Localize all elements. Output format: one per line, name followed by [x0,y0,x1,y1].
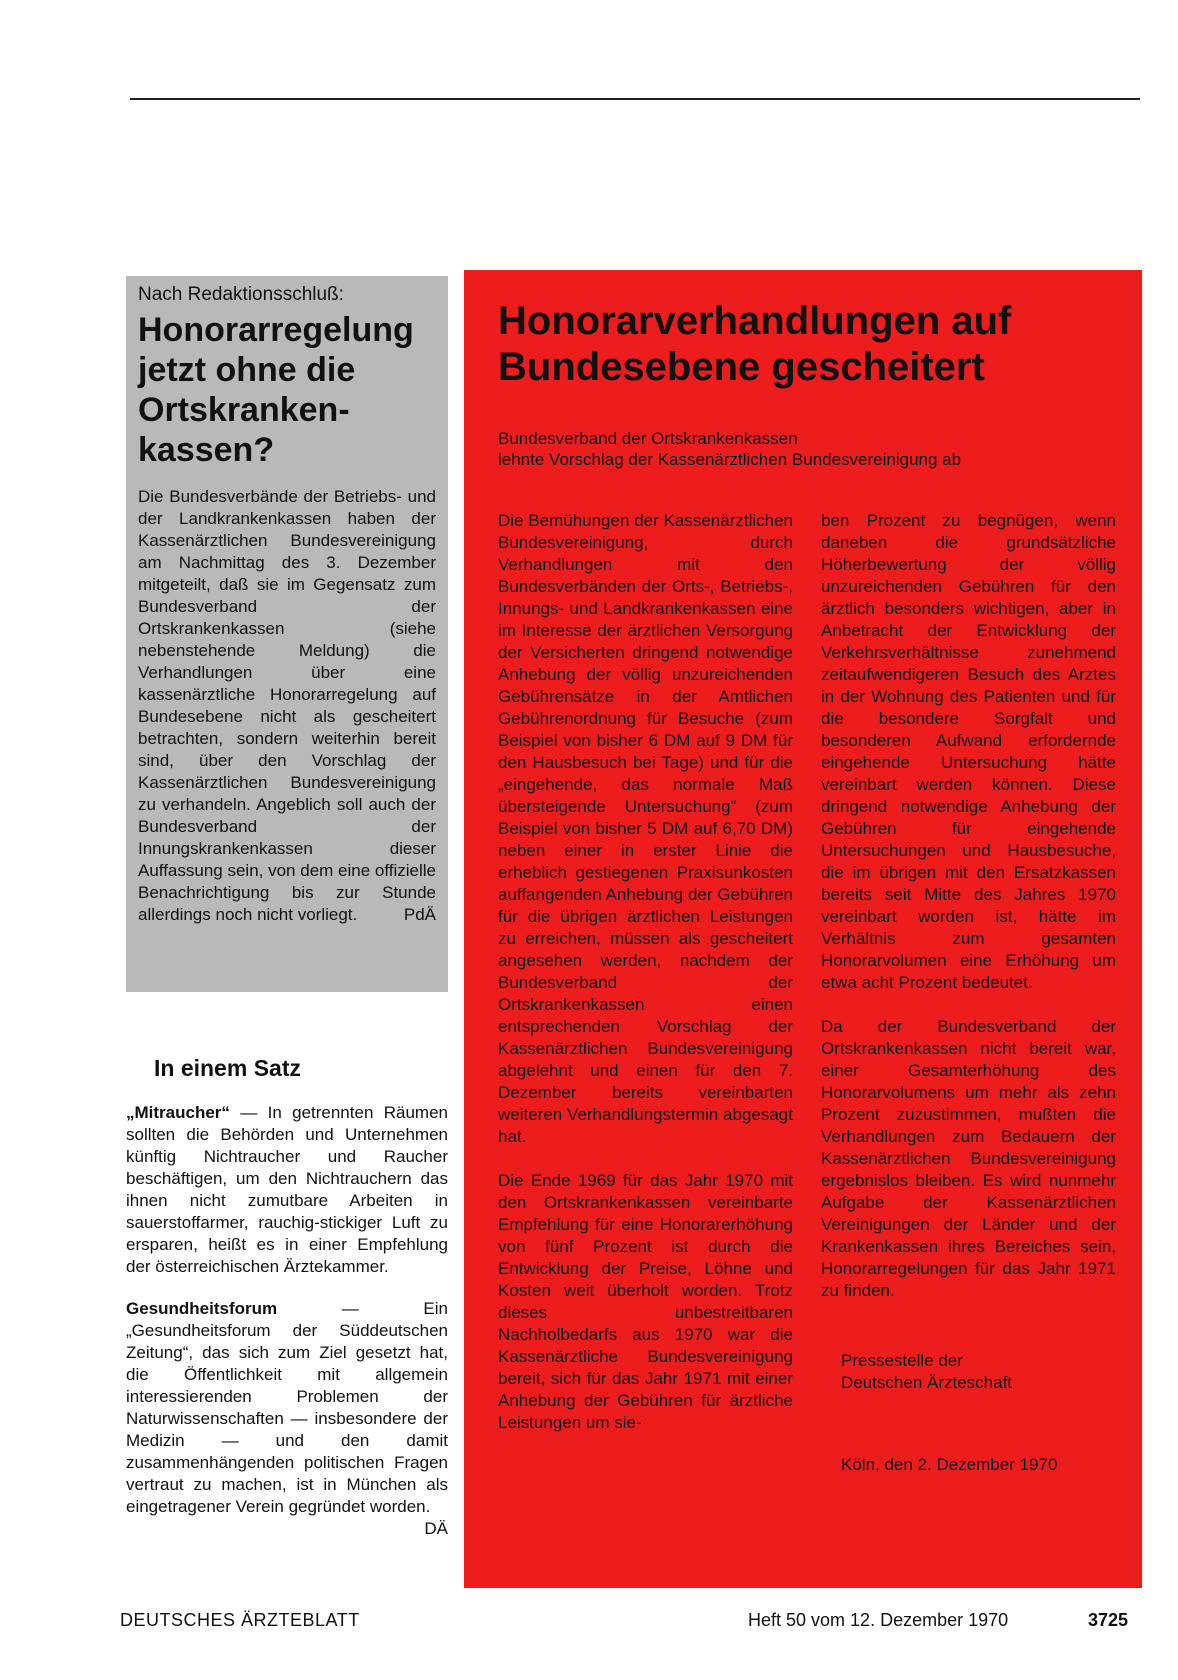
stop-press-body [138,486,436,926]
article-headline: Honorarverhandlungen auf Bundesebene gescheitert [498,299,1012,389]
main-article-box [464,270,1142,1588]
news-item-text: — Ein „Gesundheitsforum der Süddeutschen Zeitung“, das sich zum Ziel gesetzt hat, die Öffentlichkeit mit allgemein interessierenden Problemen der Naturwissenschaften — insbesondere der Medizin — und den damit zusammenhängenden politischen Fragen vertraut zu machen, ist in München als eingetragener Verein gegründet worden. [126,1299,448,1516]
article-subheadline [498,428,1116,470]
news-item-signature: DÄ [424,1519,448,1538]
press-office-signature [841,1350,1116,1394]
subheadline-line-1: Bundesverband der Ortskrankenkassen [498,429,798,448]
press-line-2: Deutschen Ärzteschaft [841,1373,1013,1392]
stop-press-text: Die Bundesverbände der Betriebs- und der Landkrankenkassen haben der Kassenärztlichen Bundesvereinigung am Nachmittag des 3. Dezember mitgeteilt, daß sie im Gegensatz zum Bundesverband der Ortskrankenkassen (siehe nebenstehende Meldung) die Verhandlungen über eine kassenärztliche Honorarregelung auf Bundesebene nicht als gescheitert betrachten, sondern weiterhin bereit sind, über den Vorschlag der Kassenärztlichen Bundesvereinigung zu verhandeln. Angeblich soll auch der Bundesverband der Innungskrankenkassen dieser Auffassung sein, von dem eine offizielle Benachrichtigung bis zur Stunde allerdings noch nicht vorliegt. [138,487,437,924]
news-item-lead: Gesundheitsforum [126,1299,278,1318]
article-paragraph: Da der Bundesverband der Ortskrankenkassen nicht bereit war, einer Gesamterhöhung des Honorarvolumens um mehr als zehn Prozent zuzustimmen, mußten die Verhandlungen zum Bedauern der Kassenärztlichen Bundesvereinigung ergebnislos bleiben. Es wird nunmehr Aufgabe der Kassenärztlichen Vereinigungen der Länder und der Krankenkassen ihres Bereiches sein, Honorarregelungen für das Jahr 1971 zu finden. [821,1017,1116,1300]
section-heading: In einem Satz [154,1055,301,1081]
footer-issue: Heft 50 vom 12. Dezember 1970 [748,1610,1009,1630]
footer-publication: DEUTSCHES ÄRZTEBLATT [120,1610,360,1630]
news-item-mitraucher [126,1102,448,1278]
stop-press-box [126,276,448,992]
article-dateline: Köln, den 2. Dezember 1970 [841,1455,1058,1474]
subheadline-line-2: lehnte Vorschlag der Kassenärztlichen Bundesvereinigung ab [498,450,962,469]
news-item-lead: „Mitraucher“ [126,1103,230,1122]
article-column-1 [498,510,793,1476]
article-columns [498,510,1116,1476]
footer-page-number: 3725 [1088,1610,1129,1630]
article-paragraph: ben Prozent zu begnügen, wenn daneben die grundsätzliche Höherbewertung der völlig unzureichenden Gebühren für den ärztlich besonders wichtigen, aber in Anbetracht der Entwicklung der Verkehrsverhältnisse zunehmend zeitaufwendigeren Besuch des Arztes in der Wohnung des Patienten und für die besondere Sorgfalt und besonderen Aufwand erfordernde eingehende Untersuchung hätte vereinbart werden können. Diese dringend notwendige Anhebung der Gebühren für eingehende Untersuchungen und Hausbesuche, die im übrigen mit den Ersatzkassen bereits seit Mitte des Jahres 1970 vereinbart worden ist, hätte im Verhältnis zum gesamten Honorarvolumen eine Erhöhung um etwa acht Prozent bedeutet. [821,511,1116,992]
news-item-text: — In getrennten Räumen sollten die Behörden und Unternehmen künftig Nichtraucher und Raucher beschäftigen, um den Nichtrauchern das ihnen nicht zumutbare Arbeiten in sauerstoffarmer, rauchig-stickiger Luft zu ersparen, heißt es in einer Empfehlung der österreichischen Ärztekammer. [126,1103,448,1276]
stop-press-headline: Honorarregelung jetzt ohne die Ortskrankenkassen? [138,311,414,469]
article-column-2 [821,510,1116,1476]
top-rule [130,98,1140,100]
press-line-1: Pressestelle der [841,1351,963,1370]
stop-press-signature: PdÄ [403,905,436,924]
article-paragraph: Die Ende 1969 für das Jahr 1970 mit den Ortskrankenkassen vereinbarte Empfehlung für eine Honorarerhöhung von fünf Prozent ist durch die Entwicklung der Preise, Löhne und Kosten weit überholt worden. Trotz dieses unbestreitbaren Nachholbedarfs aus 1970 war die Kassenärztliche Bundesvereinigung bereit, sich für das Jahr 1971 mit einer Anhebung der Gebühren für ärztliche Leistungen um sie- [498,1171,793,1432]
stop-press-kicker: Nach Redaktionsschluß: [138,284,344,305]
article-paragraph: Die Bemühungen der Kassenärztlichen Bundesvereinigung, durch Verhandlungen mit den Bundesverbänden der Orts-, Betriebs-, Innungs- und Landkrankenkassen eine im Interesse der ärztlichen Versorgung der Versicherten dringend notwendige Anhebung der völlig unzureichenden Gebührensätze in der Amtlichen Gebührenordnung für Besuche (zum Beispiel von bisher 6 DM auf 9 DM für den Hausbesuch bei Tage) und für die „eingehende, das normale Maß übersteigende Untersuchung“ (zum Beispiel von bisher 5 DM auf 6,70 DM) neben einer in erster Linie die erheblich gestiegenen Praxisunkosten auffangenden Anhebung der Gebühren für die übrigen ärztlichen Leistungen zu erreichen, müssen als gescheitert angesehen werden, nachdem der Bundesverband der Ortskrankenkassen einen entsprechenden Vorschlag der Kassenärztlichen Bundesvereinigung abgelehnt und einen für den 7. Dezember bereits vereinbarten weiteren Verhandlungstermin abgesagt hat. [498,511,793,1146]
in-einem-satz-section [126,1055,448,1540]
news-item-gesundheitsforum [126,1298,448,1538]
